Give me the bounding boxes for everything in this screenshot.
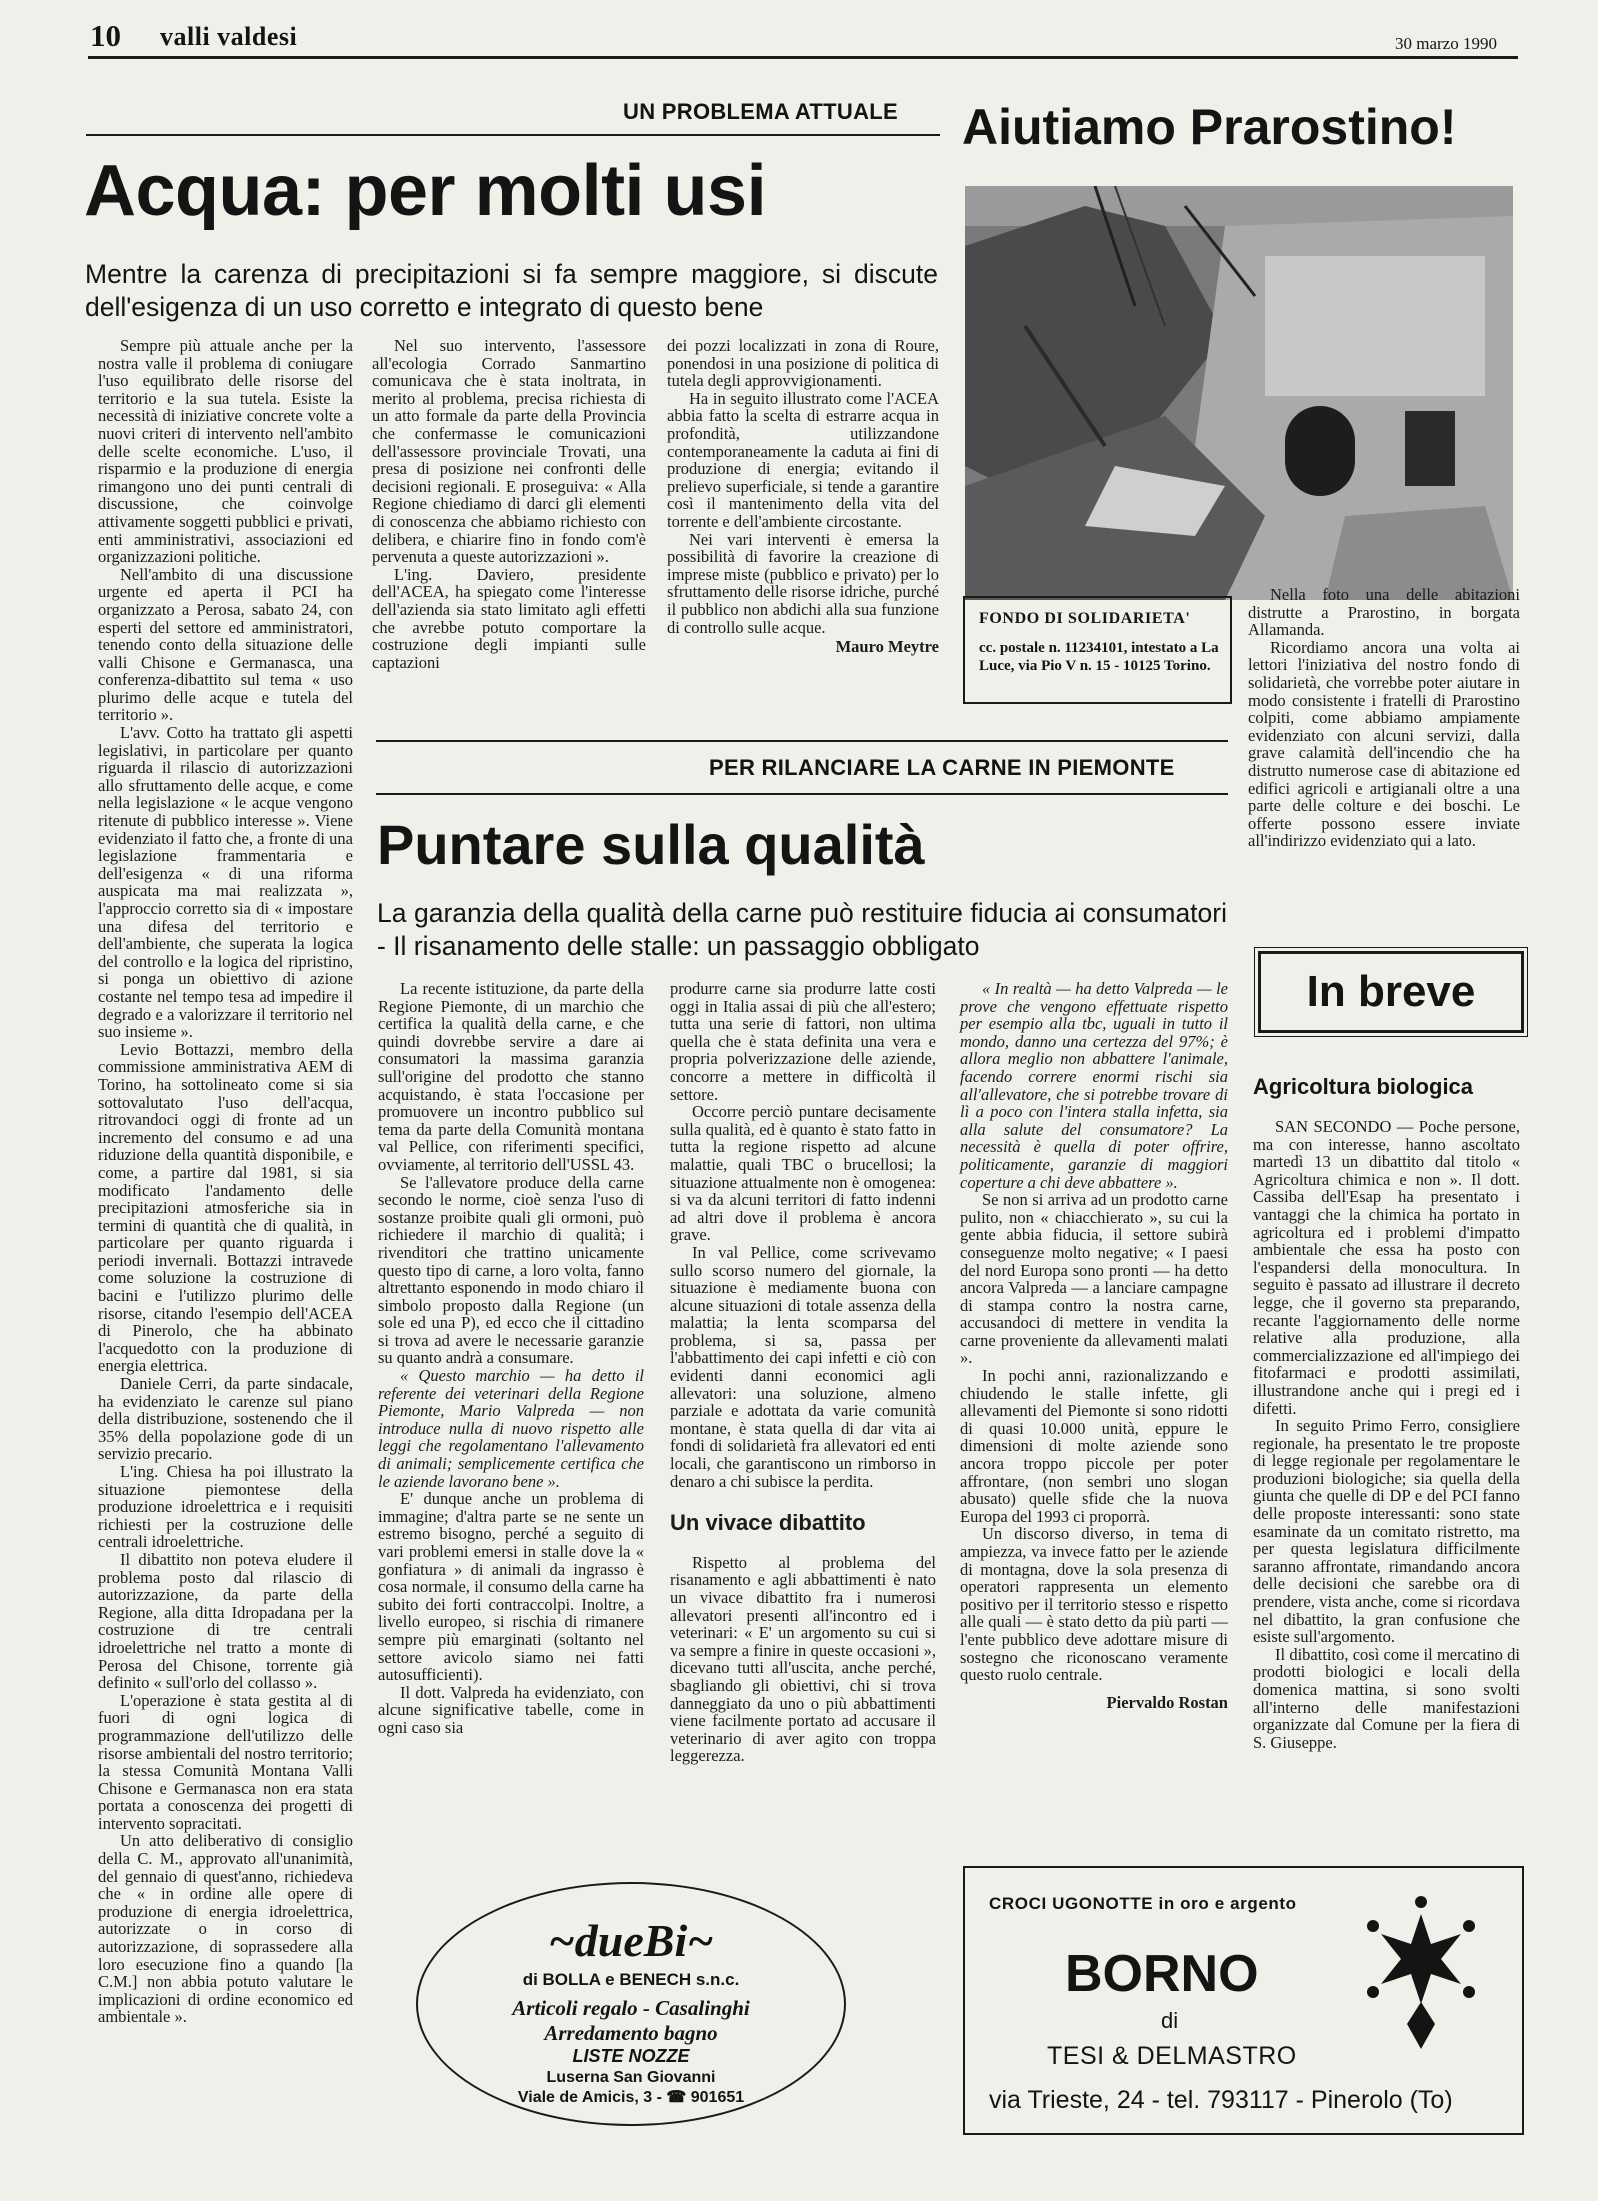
- paragraph: produrre carne sia produrre latte costi oggi in Italia assai di più che all'estero; tutta una serie di fattori, non ultima quella che è stata definita una vera e propria polverizzazione delle aziende, concorre a mettere in difficoltà il settore.: [670, 979, 936, 1104]
- paragraph: In pochi anni, razionalizzando e chiudendo le stalle infette, gli allevamenti del Piemonte si sono ridotti di quasi 10.000 unità, eppure le dimensioni di molte aziende sono ancora troppo piccole per poter affrontare, (non sembri uno slogan abusato) quelle sfide che la nuova Europa del 1993 ci proporrà.: [960, 1366, 1228, 1526]
- acqua-deck: Mentre la carenza di precipitazioni si fa sempre maggiore, si discute dell'esigenza di un uso corretto e integrato di questo bene: [85, 259, 938, 322]
- paragraph: Occorre perciò puntare decisamente sulla qualità, ed è quanto è stato fatto in tutta la regione rispetto ad alcune malattie, quali TBC o brucellosi; la situazione attualmente non è omogenea: si va da alcuni territori di fatto indenni ad altri dove il problema è ancora grave.: [670, 1102, 936, 1245]
- paragraph: L'ing. Daviero, presidente dell'ACEA, ha spiegato come l'interesse dell'azienda sia stato limitato agli effetti che avrebbe potuto comportare la costruzione degli impianti sulle captazioni: [372, 564, 646, 672]
- masthead: [0, 0, 1598, 60]
- paragraph: Un atto deliberativo di consiglio della C. M., approvato all'unanimità, del gennaio di quest'anno, richiedeva che « in ordine alle opere di produzione di energia idroelettrica, autorizzate o in corso di autorizzazione, di soprassedere alla loro esecuzione fino a quando [la C.M.] non abbia potuto valutare le implicazioni di ordine economico ed ambientale ».: [98, 1831, 353, 2027]
- ruined-house-image: [965, 186, 1513, 600]
- duebi-company: di BOLLA e BENECH s.n.c.: [522, 1970, 740, 1989]
- borno-top-line: CROCI UGONOTTE in oro e argento: [989, 1894, 1297, 1913]
- borno-ad: [963, 1866, 1524, 2135]
- paragraph: « In realtà — ha detto Valpreda — le prove che vengono effettuate rispetto per esempio alla tbc, uguali in tutto il mondo, danno una certezza del 97%; è allora meglio non abbattere l'animale, facendo correre enormi rischi sia all'allevatore, che si potrebbe trovare di lì a poco con l'intera stalla infetta, sia alla salute del consumatore? La necessità è quella di poter offrire, politicamente, garanzie di maggiori coperture a chi deve abbattere ».: [960, 979, 1228, 1192]
- paper-name: valli valdesi: [160, 22, 298, 51]
- paragraph: Il dott. Valpreda ha evidenziato, con alcune significative tabelle, come in ogni caso sia: [378, 1682, 644, 1737]
- paragraph: dei pozzi localizzati in zona di Roure, ponendosi in una posizione di politica di tutela degli approvvigionamenti.: [667, 336, 939, 391]
- acqua-col-3: [667, 337, 939, 656]
- carne-col-2: [670, 980, 936, 1765]
- in-breve-subhead: Agricoltura biologica: [1253, 1074, 1474, 1099]
- paragraph: L'avv. Cotto ha trattato gli aspetti legislativi, in particolare per quanto riguarda il rilascio di autorizzazioni allo sfruttamento delle acque, e come nella legislazione « le acque vengono ritenute di pubblico interesse ». Viene evidenziato il fatto che, a fronte di una legislazione frammentaria e dell'esigenza « di una riforma auspicata ma mai realizzata », l'approccio corretto sia di « impostare una difesa del territorio e dell'ambiente, che superata la logica del controllo e la logica del ripristino, si ponga un obiettivo di azione costante nel tempo tesa ad impedire il degrado e a valorizzare il territorio nel suo insieme ».: [98, 723, 353, 1042]
- acqua-col-1: [98, 337, 353, 2026]
- duebi-line-3: LISTE NOZZE: [572, 2046, 690, 2066]
- acqua-kicker: UN PROBLEMA ATTUALE: [623, 99, 898, 124]
- prarostino-photo: [965, 186, 1513, 600]
- paragraph: Rispetto al problema del risanamento e agli abbattimenti è nato un vivace dibattito fra i numerosi allevatori presenti all'incontro ed i veterinari: « E' un argomento su cui si va sempre a finire in queste occasioni », dicevano tutti all'uscita, anche perché, sbagliando gli obiettivi, chi si trova danneggiato da uno o più abbattimenti viene facilmente portato ad accusare il veterinario di aver agito con troppa leggerezza.: [670, 1552, 936, 1766]
- author-byline: Piervaldo Rostan: [1106, 1692, 1228, 1712]
- paragraph: Ricordiamo ancora una volta ai lettori l'iniziativa del nostro fondo di solidarietà, che vorrebbe poter aiutare in modo consistente i fratelli di Prarostino colpiti, come abbiamo ampiamente evidenziato con alcuni servizi, dalla grave calamità dell'incendio che ha distrutto numerose case di abitazione ed edifici agricoli e artigianali oltre a una parte delle colture e dei boschi. Le offerte possono essere inviate all'indirizzo evidenziato qui a lato.: [1248, 637, 1520, 851]
- borno-owners: TESI & DELMASTRO: [1047, 2042, 1297, 2070]
- paragraph: L'ing. Chiesa ha poi illustrato la situazione piemontese della produzione idroelettrica e i requisiti richiesti per la costruzione delle centrali idroelettriche.: [98, 1462, 353, 1552]
- paragraph: Nel suo intervento, l'assessore all'ecologia Corrado Sanmartino comunicava che è stata inoltrata, in merito al problema, precisa richiesta di un atto formale da parte della Provincia che confermasse le comunicazioni dell'assessore provinciale Trovati, una presa di posizione nei confronti delle decisioni regionali. E proseguiva: « Alla Regione chiediamo di darci gli elementi di conoscenza che abbiamo richiesto con delibera, e chiarire fino in fondo com'è pervenuta a queste autorizzazioni ».: [372, 336, 646, 567]
- masthead-rule: [88, 56, 1518, 59]
- huguenot-cross-icon: [1361, 1884, 1481, 2054]
- paragraph: In val Pellice, come scrivevamo sullo scorso numero del giornale, la situazione è mediamente buona con alcune situazioni di totale assenza della malattia; la lenta scomparsa del problema, si sa, passa per l'abbattimento dei capi infetti e ciò con evidenti danni economici agli allevatori: una soluzione, almeno parziale e adottata da varie comunità montane, è stata quella di dar vita ai fondi di solidarietà fra allevatori ed enti locali, che garantiscono un rimborso in denaro a chi subisce la perdita.: [670, 1242, 936, 1491]
- paragraph: E' dunque anche un problema di immagine; d'altra parte se ne sente un estremo bisogno, perché a seguito di vari problemi emersi in stalle dove la « gonfiatura » di animali da ingrasso è cosa normale, il consumo della carne ha subito dei forti contraccolpi. Inoltre, a livello europeo, si rischia di rimanere sempre più emarginati (soltanto nel settore avicolo siamo nei fatti autosufficienti).: [378, 1489, 644, 1685]
- paragraph: Il dibattito, così come il mercatino di prodotti biologici e locali della domenica mattina, si sono svolti all'interno delle manifestazioni organizzate dal Comune per la fiera di S. Giuseppe.: [1253, 1644, 1520, 1752]
- section-rule: [376, 740, 1228, 742]
- paragraph: Sempre più attuale anche per la nostra valle il problema di coniugare l'uso equilibrato delle risorse del territorio e la sua tutela. Esiste la necessità di iniziative concrete volte a nuovi criteri di intervento nell'ambito delle scelte economiche. L'uso, il risparmio e la produzione di energia rimangono uno dei punti centrali di discussione, che coinvolge attivamente soggetti pubblici e privati, enti amministrativi, associazioni ed organizzazioni politiche.: [98, 336, 353, 567]
- duebi-line-2: Arredamento bagno: [544, 2021, 718, 2045]
- fund-box-title: FONDO DI SOLIDARIETA': [979, 610, 1191, 627]
- paragraph: Levio Bottazzi, membro della commissione amministrativa AEM di Torino, ha sottolineato come si sia sottovalutato l'uso dell'acqua, ritrovandoci oggi di fronte ad un incremento del consumo e ad una riduzione della quantità disponibile, e come, a partire dal 1981, si sia modificato l'andamento delle precipitazioni atmosferiche sia in termini di quantità che di qualità, in particolare per quanto riguarda i periodi invernali. Bottazzi intravede come soluzione la costruzione di bacini e l'utilizzo plurimo delle risorse, citando l'esempio dell'ACEA di Pinerolo, che ha abbinato l'acquedotto con la produzione di energia elettrica.: [98, 1039, 353, 1376]
- duebi-line-1: Articoli regalo - Casalinghi: [512, 1996, 750, 2020]
- carne-title: Puntare sulla qualità: [377, 813, 925, 876]
- carne-col-1: [378, 980, 644, 1737]
- paragraph: Ha in seguito illustrato come l'ACEA abbia fatto la scelta di estrarre acqua in profondità, utilizzandone contemporaneamente la caduta ai fini di produzione di energia; evitando il prelievo superficiale, si tende a garantire così il mantenimento della vita del torrente e dell'ambiente circostante.: [667, 388, 939, 531]
- duebi-brand: ~dueBi~: [548, 1915, 714, 1966]
- acqua-title: Acqua: per molti usi: [84, 151, 767, 231]
- duebi-line-4: Luserna San Giovanni: [546, 2069, 716, 2086]
- duebi-address: Viale de Amicis, 3 - ☎ 901651: [517, 2089, 745, 2106]
- paragraph: Se non si arriva ad un prodotto carne pulito, non « chiacchierato », su cui la gente abbia fiducia, il settore subirà conseguenze molto negative; « I paesi del nord Europa sono pronti — ha detto ancora Valpreda — a lanciare campagne di stampa contro la nostra carne, accusandoci di mettere in vendita la carne proveniente da allevamenti malati ».: [960, 1190, 1228, 1368]
- carne-col-3: [960, 980, 1228, 1711]
- author-byline: Mauro Meytre: [835, 637, 939, 657]
- carne-kicker-rule: [376, 793, 1228, 795]
- paragraph: In seguito Primo Ferro, consigliere regionale, ha presentato le tre proposte di legge regionale per regolamentare le produzioni biologiche; sia quella della giunta che quelle di DP e del PCI fanno delle proposte interessanti: sono state esaminate da un comitato ristretto, ma per questa legislatura difficilmente saranno affrontate, rimandando ancora delle decisioni che sarebbe ora di prendere, vista anche, come si ricordava nel dibattito, la gran confusione che esiste sull'argomento.: [1253, 1416, 1520, 1647]
- in-breve-title: In breve: [1306, 967, 1476, 1016]
- acqua-col-2: [372, 337, 646, 671]
- borno-di: di: [1161, 2008, 1179, 2033]
- paragraph: Nell'ambito di una discussione urgente ed aperta il PCI ha organizzato a Perosa, sabato 24, con esperti del settore ed amministratori, tenendo conto della situazione delle valli Chisone e Germanasca, una conferenza-dibattito sul tema « uso plurimo delle acque e tutela del territorio ».: [98, 564, 353, 725]
- carne-kicker: PER RILANCIARE LA CARNE IN PIEMONTE: [709, 755, 1175, 780]
- paragraph: Il dibattito non poteva eludere il problema posto dal rilascio di autorizzazione, da parte della Regione, alla ditta Idropadana per la costruzione di tre centrali idroelettriche nel tratto a monte di Perosa del Chisone, torrente già definito « sull'orlo del collasso ».: [98, 1549, 353, 1693]
- acqua-kicker-rule: [86, 134, 940, 136]
- fund-box-text: cc. postale n. 11234101, intestato a La Luce, via Pio V n. 15 - 10125 Torino.: [979, 640, 1219, 674]
- carne-deck: La garanzia della qualità della carne può restituire fiducia ai consumatori - Il risanamento delle stalle: un passaggio obbligato: [377, 898, 1227, 961]
- page-number: 10: [90, 18, 121, 53]
- paragraph: Un discorso diverso, in tema di ampiezza, va invece fatto per le aziende di montagna, dove la sola presenza di operatori rappresenta un elemento positivo per il territorio stesso e rispetto alle quali — è stato detto da più parti — l'ente pubblico deve adottare misure di sostegno che riconoscano veramente questo ruolo centrale.: [960, 1524, 1228, 1685]
- paragraph: La recente istituzione, da parte della Regione Piemonte, di un marchio che certifica la qualità della carne, e che quindi dovrebbe servire a dare ai consumatori la massima garanzia sull'origine del prodotto che stanno acquistando, è stata l'occasione per promuovere un incontro pubblico sul tema da parte della Comunità montana val Pellice, con riferimenti specifici, ovviamente, al territorio dell'USSL 43.: [378, 979, 644, 1174]
- paragraph: SAN SECONDO — Poche persone, ma con interesse, hanno ascoltato martedì 13 un dibattito dal titolo « Agricoltura chimica e non ». Il dott. Cassiba dell'Esap ha presentato i vantaggi che la chimica ha portato in agricoltura ed i problemi d'impatto ambientale che essa ha posto con l'espandersi della monocultura. In seguito è passato ad illustrare il decreto legge, che il governo sta preparando, recante l'aggiornamento delle norme relative alla produzione, alla commercializzazione ed all'impiego dei fitofarmaci e prodotti assimilati, illustrandone anche qui i pregi ed i difetti.: [1253, 1117, 1520, 1418]
- in-breve-text: [1253, 1118, 1520, 1751]
- photo-caption: Nella foto una delle abitazioni distrutte a Prarostino, in borgata Allamanda.: [1248, 585, 1520, 640]
- borno-brand: BORNO: [1065, 1945, 1259, 2003]
- prarostino-title: Aiutiamo Prarostino!: [962, 99, 1457, 155]
- duebi-ad: [416, 1882, 846, 2126]
- fund-box: [963, 596, 1232, 704]
- prarostino-text: [1248, 586, 1520, 850]
- borno-address: via Trieste, 24 - tel. 793117 - Pinerolo (To): [989, 2086, 1453, 2114]
- paragraph: Nei vari interventi è emersa la possibilità di favorire la creazione di imprese miste (pubblico e privato) per lo sfruttamento delle risorse idriche, purché il pubblico non abdichi alla sua funzione di controllo sulle acque.: [667, 529, 939, 637]
- in-breve-box: [1258, 951, 1524, 1033]
- issue-date: 30 marzo 1990: [1395, 34, 1497, 53]
- paragraph: Daniele Cerri, da parte sindacale, ha evidenziato le carenze sul piano della distribuzione, sostenendo che il 35% della popolazione gode di un servizio precario.: [98, 1374, 353, 1464]
- carne-subhead: Un vivace dibattito: [670, 1510, 866, 1536]
- paragraph: Se l'allevatore produce della carne secondo le norme, cioè senza l'uso di sostanze proibite quali gli ormoni, può richiedere il marchio di qualità; i rivenditori che trattino unicamente questo tipo di carne, a loro volta, fanno altrettanto esponendo in modo chiaro il simbolo proposto dalla Regione (un sole ed una P), ed ecco che il cittadino si trova ad avere le necessarie garanzie su quanto andrà a consumare.: [378, 1172, 644, 1368]
- paragraph: « Questo marchio — ha detto il referente dei veterinari della Regione Piemonte, Mario Valpreda — non introduce nulla di nuovo rispetto alle leggi che regolamentano l'allevamento di animali; semplicemente certifica che le aziende lavorano bene ».: [378, 1366, 644, 1491]
- paragraph: L'operazione è stata gestita al di fuori di ogni logica di programmazione dell'utilizzo delle risorse ambientali del nostro territorio; la stessa Comunità Montana Valli Chisone e Germanasca non era stata portata a conoscenza dei progetti di intervento sopracitati.: [98, 1690, 353, 1833]
